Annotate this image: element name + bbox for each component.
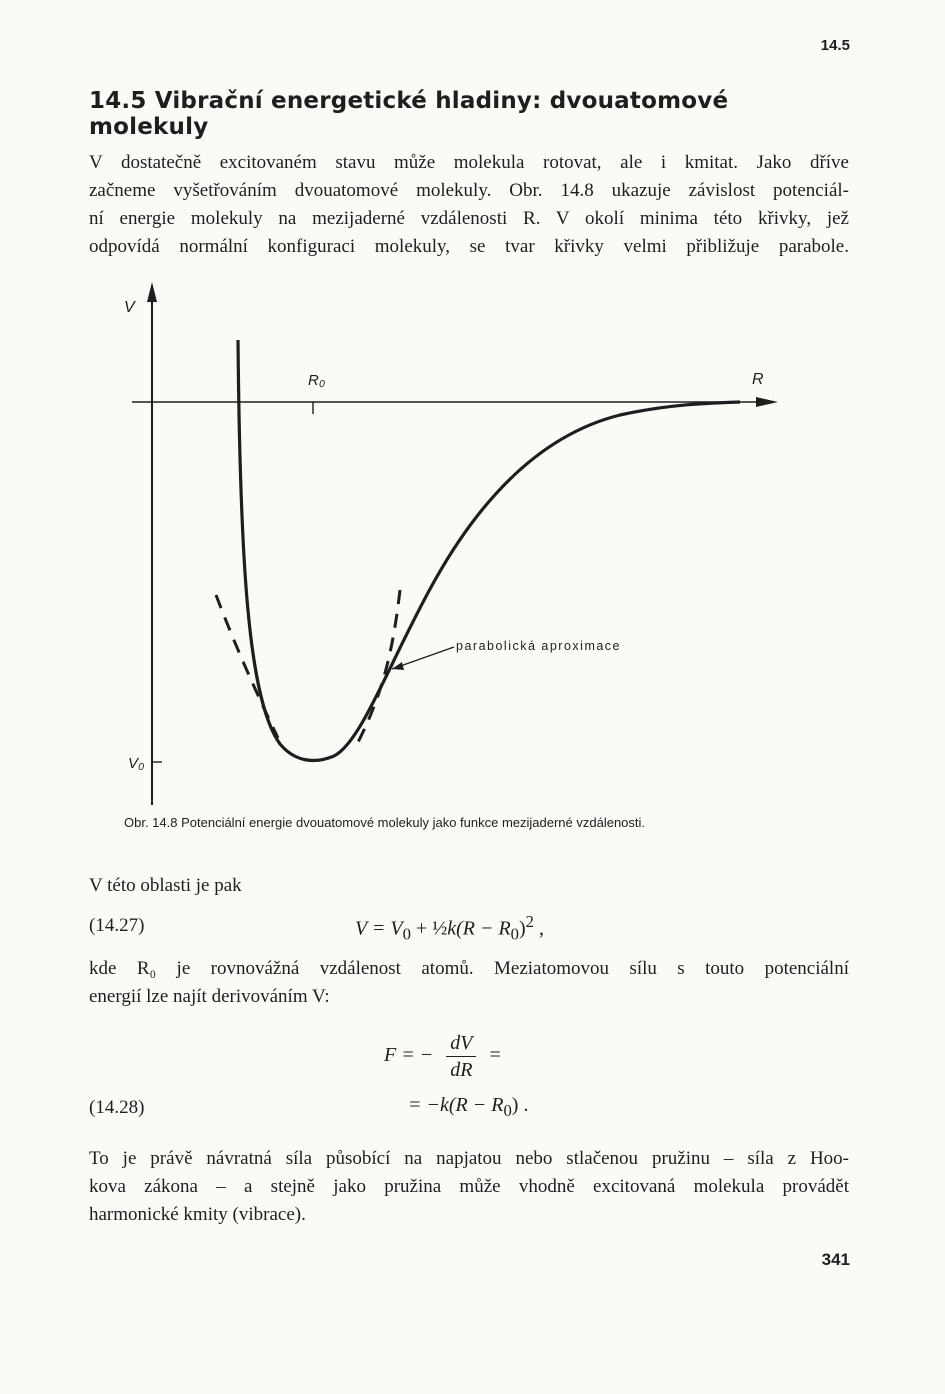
eq-part: F = − (384, 1044, 434, 1067)
fraction-numerator: dV (446, 1030, 476, 1057)
potential-energy-diagram (100, 280, 820, 815)
eq-part: , (534, 917, 544, 940)
r0-label: R₀ (308, 372, 326, 389)
equation-number: (14.28) (89, 1097, 145, 1118)
closing-line: To je právě návratná síla působící na napjatou nebo stlačenou pružinu – síla z Hoo- (89, 1148, 849, 1169)
equation-14-28-line2 (408, 1094, 528, 1121)
eq-sub: 0 (402, 924, 411, 944)
derivative-fraction (446, 1030, 476, 1083)
intro-paragraph (89, 149, 849, 261)
fraction-denominator: dR (450, 1059, 473, 1081)
equation-number: (14.27) (89, 915, 145, 936)
eq-sub: 0 (510, 924, 519, 944)
intro-line: ní energie molekuly na mezijaderné vzdálenosti R. V okolí minima této křivky, jež (89, 208, 849, 229)
intro-line: V dostatečně excitovaném stavu může molekula rotovat, ale i kmitat. Jako dříve (89, 152, 849, 173)
y-axis-arrow (147, 282, 157, 302)
equation-14-27 (355, 912, 544, 945)
x-axis-label: R (752, 371, 764, 388)
region-text: V této oblasti je pak (89, 875, 242, 896)
eq-part: V = V (355, 917, 403, 940)
closing-paragraph (89, 1145, 849, 1229)
eq-part: ½ (432, 917, 448, 940)
equation-14-28-line1 (384, 1030, 501, 1083)
eq-part: ) (519, 917, 526, 940)
page-number: 341 (821, 1250, 850, 1269)
eq-part: (R − R (456, 917, 511, 940)
closing-line: kova zákona – a stejně jako pružina může vhodně excitovaná molekula provádět (89, 1176, 849, 1197)
eq-part: = −k(R − R (408, 1094, 504, 1116)
eq-part: ) . (511, 1094, 529, 1116)
y-axis-label: V (124, 299, 135, 316)
eq-part: = (489, 1044, 501, 1067)
intro-line: odpovídá normální konfiguraci molekuly, se tvar křivky velmi přibližuje parabole. (89, 236, 849, 257)
potential-energy-figure (100, 280, 820, 815)
figure-caption: Obr. 14.8 Potenciální energie dvouatomové molekuly jako funkce mezijaderné vzdálenosti. (124, 815, 646, 830)
v0-label: V₀ (128, 755, 145, 772)
annotation-label: parabolická aproximace (456, 639, 622, 653)
definition-line: kde R₀ je rovnovážná vzdálenost atomů. Meziatomovou sílu s touto potenciální (89, 958, 849, 979)
eq-sub: 0 (503, 1101, 512, 1120)
eq-part: k (447, 917, 457, 940)
x-axis-arrow (756, 397, 778, 407)
closing-line: harmonické kmity (vibrace). (89, 1204, 306, 1225)
eq-sup: 2 (525, 912, 534, 931)
running-head: 14.5 (820, 37, 850, 54)
definition-paragraph (89, 955, 849, 1011)
section-title: 14.5 Vibrační energetické hladiny: dvouatomové molekuly (89, 88, 729, 140)
definition-line: energií lze najít derivováním V: (89, 986, 330, 1007)
eq-part: + (410, 917, 433, 940)
intro-line: začneme vyšetřováním dvouatomové molekuly. Obr. 14.8 ukazuje závislost potenciál- (89, 180, 849, 201)
